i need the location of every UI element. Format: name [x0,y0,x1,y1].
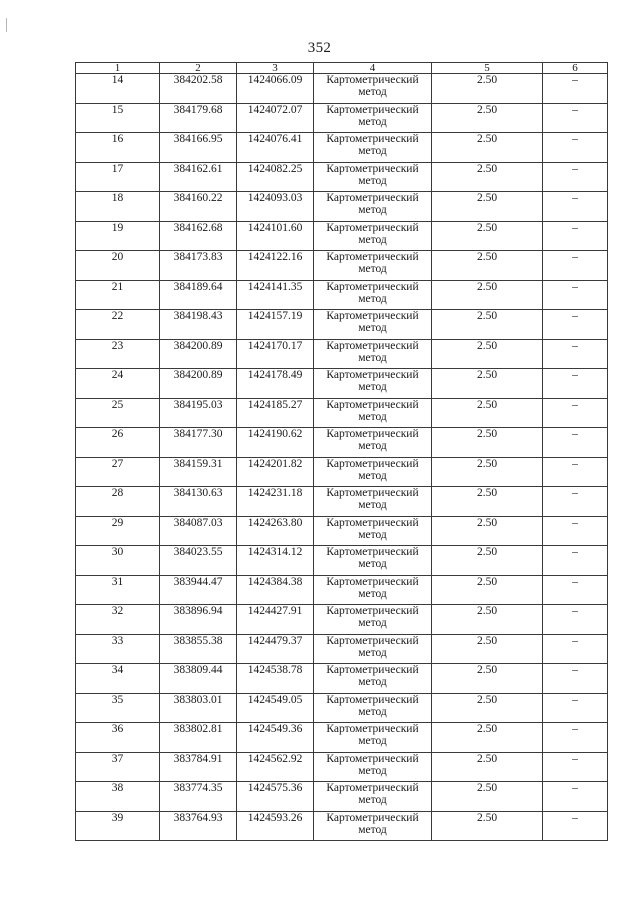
table-row [76,693,608,723]
method-line-1: Картометрический [326,723,419,735]
x-coordinate-cell: 383764.93 [160,811,237,841]
method-line-2: метод [358,174,387,187]
method-line-1: Картометрический [326,752,419,765]
y-coordinate-cell: 1424076.41 [237,133,314,163]
table-row [76,664,608,694]
method-line-1: Картометрический [326,192,419,204]
table-row [76,192,608,222]
x-coordinate-cell: 384087.03 [160,516,237,546]
note-cell: – [543,752,608,782]
x-coordinate-cell: 383809.44 [160,664,237,694]
x-coordinate-cell: 384189.64 [160,280,237,310]
accuracy-cell: 2.50 [432,103,543,133]
method-cell [314,280,432,310]
y-coordinate-cell: 1424170.17 [237,339,314,369]
method-line-1: Картометрический [326,133,419,145]
y-coordinate-cell: 1424593.26 [237,811,314,841]
point-number-cell: 32 [76,605,160,635]
header-col-1: 1 [76,63,160,74]
table-row [76,605,608,635]
method-cell [314,487,432,517]
y-coordinate-cell: 1424538.78 [237,664,314,694]
method-cell [314,428,432,458]
method-line-1: Картометрический [326,398,419,411]
y-coordinate-cell: 1424263.80 [237,516,314,546]
point-number-cell: 35 [76,693,160,723]
y-coordinate-cell: 1424314.12 [237,546,314,576]
method-line-1: Картометрический [326,693,419,706]
method-line-1: Картометрический [326,103,419,116]
method-line-1: Картометрический [326,339,419,352]
point-number-cell: 39 [76,811,160,841]
accuracy-cell: 2.50 [432,339,543,369]
x-coordinate-cell: 383774.35 [160,782,237,812]
accuracy-cell: 2.50 [432,251,543,281]
method-line-2: метод [358,735,387,747]
method-line-2: метод [358,233,387,246]
method-cell [314,251,432,281]
x-coordinate-cell: 384200.89 [160,369,237,399]
y-coordinate-cell: 1424549.36 [237,723,314,753]
header-col-4: 4 [314,63,432,74]
table-row [76,811,608,841]
method-line-1: Картометрический [326,221,419,234]
method-line-1: Картометрический [326,664,419,676]
x-coordinate-cell: 384162.68 [160,221,237,251]
table-body [76,74,608,841]
note-cell: – [543,428,608,458]
point-number-cell: 16 [76,133,160,163]
note-cell: – [543,605,608,635]
method-cell [314,162,432,192]
table-row [76,398,608,428]
method-line-2: метод [358,351,387,364]
y-coordinate-cell: 1424479.37 [237,634,314,664]
x-coordinate-cell: 384202.58 [160,74,237,104]
method-line-2: метод [358,381,387,393]
accuracy-cell: 2.50 [432,723,543,753]
table-row [76,634,608,664]
method-cell [314,634,432,664]
y-coordinate-cell: 1424201.82 [237,457,314,487]
table-row [76,457,608,487]
note-cell: – [543,723,608,753]
method-line-1: Картометрический [326,428,419,440]
y-coordinate-cell: 1424575.36 [237,782,314,812]
table-row [76,369,608,399]
point-number-cell: 18 [76,192,160,222]
header-col-3: 3 [237,63,314,74]
table-row [76,487,608,517]
y-coordinate-cell: 1424093.03 [237,192,314,222]
x-coordinate-cell: 384160.22 [160,192,237,222]
y-coordinate-cell: 1424141.35 [237,280,314,310]
method-line-2: метод [358,292,387,305]
point-number-cell: 27 [76,457,160,487]
x-coordinate-cell: 384159.31 [160,457,237,487]
table-row [76,251,608,281]
table-row [76,339,608,369]
method-line-2: метод [358,676,387,688]
method-line-1: Картометрический [326,162,419,175]
method-cell [314,664,432,694]
accuracy-cell: 2.50 [432,221,543,251]
note-cell: – [543,162,608,192]
method-cell [314,133,432,163]
x-coordinate-cell: 383855.38 [160,634,237,664]
point-number-cell: 15 [76,103,160,133]
method-cell [314,221,432,251]
note-cell: – [543,398,608,428]
table-row [76,221,608,251]
note-cell: – [543,74,608,104]
method-cell [314,369,432,399]
table-header-row [76,63,608,74]
point-number-cell: 36 [76,723,160,753]
method-line-2: метод [358,705,387,718]
accuracy-cell: 2.50 [432,634,543,664]
accuracy-cell: 2.50 [432,605,543,635]
x-coordinate-cell: 384173.83 [160,251,237,281]
point-number-cell: 30 [76,546,160,576]
y-coordinate-cell: 1424562.92 [237,752,314,782]
method-line-2: метод [358,322,387,334]
note-cell: – [543,634,608,664]
accuracy-cell: 2.50 [432,310,543,340]
method-cell [314,723,432,753]
method-line-1: Картометрический [326,310,419,322]
method-cell [314,516,432,546]
note-cell: – [543,811,608,841]
method-line-1: Картометрический [326,369,419,381]
header-col-6: 6 [543,63,608,74]
method-cell [314,782,432,812]
method-line-2: метод [358,204,387,216]
note-cell: – [543,310,608,340]
header-col-5: 5 [432,63,543,74]
y-coordinate-cell: 1424549.05 [237,693,314,723]
accuracy-cell: 2.50 [432,664,543,694]
point-number-cell: 34 [76,664,160,694]
accuracy-cell: 2.50 [432,752,543,782]
method-line-2: метод [358,145,387,157]
method-cell [314,310,432,340]
x-coordinate-cell: 383896.94 [160,605,237,635]
accuracy-cell: 2.50 [432,133,543,163]
accuracy-cell: 2.50 [432,398,543,428]
table-row [76,723,608,753]
note-cell: – [543,664,608,694]
accuracy-cell: 2.50 [432,811,543,841]
note-cell: – [543,457,608,487]
page-number: 352 [307,40,332,56]
accuracy-cell: 2.50 [432,457,543,487]
y-coordinate-cell: 1424072.07 [237,103,314,133]
accuracy-cell: 2.50 [432,428,543,458]
point-number-cell: 17 [76,162,160,192]
method-cell [314,575,432,605]
table-row [76,280,608,310]
method-cell [314,103,432,133]
method-line-1: Картометрический [326,811,419,824]
accuracy-cell: 2.50 [432,280,543,310]
table-row [76,162,608,192]
accuracy-cell: 2.50 [432,693,543,723]
method-line-2: метод [358,499,387,511]
method-cell [314,693,432,723]
coordinates-table [75,62,608,841]
method-line-2: метод [358,617,387,629]
y-coordinate-cell: 1424384.38 [237,575,314,605]
note-cell: – [543,693,608,723]
y-coordinate-cell: 1424122.16 [237,251,314,281]
table-row [76,546,608,576]
x-coordinate-cell: 384200.89 [160,339,237,369]
table-row [76,103,608,133]
point-number-cell: 33 [76,634,160,664]
x-coordinate-cell: 384195.03 [160,398,237,428]
y-coordinate-cell: 1424082.25 [237,162,314,192]
accuracy-cell: 2.50 [432,162,543,192]
method-cell [314,192,432,222]
method-line-2: метод [358,823,387,836]
method-cell [314,605,432,635]
y-coordinate-cell: 1424190.62 [237,428,314,458]
point-number-cell: 22 [76,310,160,340]
note-cell: – [543,221,608,251]
method-line-1: Картометрический [326,634,419,647]
method-cell [314,546,432,576]
accuracy-cell: 2.50 [432,575,543,605]
method-line-1: Картометрический [326,782,419,794]
method-line-2: метод [358,440,387,452]
point-number-cell: 38 [76,782,160,812]
note-cell: – [543,546,608,576]
method-cell [314,811,432,841]
note-cell: – [543,251,608,281]
point-number-cell: 28 [76,487,160,517]
method-line-2: метод [358,263,387,275]
method-line-1: Картометрический [326,487,419,499]
scan-artifact [6,18,7,32]
point-number-cell: 37 [76,752,160,782]
method-line-1: Картометрический [326,457,419,470]
method-cell [314,457,432,487]
method-line-1: Картометрический [326,605,419,617]
note-cell: – [543,487,608,517]
y-coordinate-cell: 1424157.19 [237,310,314,340]
note-cell: – [543,103,608,133]
x-coordinate-cell: 384177.30 [160,428,237,458]
x-coordinate-cell: 384023.55 [160,546,237,576]
method-line-2: метод [358,587,387,600]
method-cell [314,752,432,782]
y-coordinate-cell: 1424178.49 [237,369,314,399]
note-cell: – [543,339,608,369]
accuracy-cell: 2.50 [432,546,543,576]
method-line-2: метод [358,794,387,806]
note-cell: – [543,192,608,222]
point-number-cell: 21 [76,280,160,310]
method-line-2: метод [358,469,387,482]
method-line-1: Картометрический [326,251,419,263]
note-cell: – [543,280,608,310]
y-coordinate-cell: 1424185.27 [237,398,314,428]
accuracy-cell: 2.50 [432,782,543,812]
y-coordinate-cell: 1424427.91 [237,605,314,635]
method-cell [314,398,432,428]
method-line-2: метод [358,764,387,777]
x-coordinate-cell: 384166.95 [160,133,237,163]
point-number-cell: 25 [76,398,160,428]
method-line-1: Картометрический [326,575,419,588]
x-coordinate-cell: 384179.68 [160,103,237,133]
note-cell: – [543,575,608,605]
table-row [76,310,608,340]
accuracy-cell: 2.50 [432,487,543,517]
table-row [76,752,608,782]
point-number-cell: 14 [76,74,160,104]
table-row [76,74,608,104]
method-cell [314,339,432,369]
x-coordinate-cell: 383802.81 [160,723,237,753]
point-number-cell: 26 [76,428,160,458]
y-coordinate-cell: 1424066.09 [237,74,314,104]
method-line-2: метод [358,558,387,570]
method-line-2: метод [358,410,387,423]
x-coordinate-cell: 384130.63 [160,487,237,517]
x-coordinate-cell: 383803.01 [160,693,237,723]
point-number-cell: 23 [76,339,160,369]
point-number-cell: 19 [76,221,160,251]
point-number-cell: 31 [76,575,160,605]
method-line-1: Картометрический [326,516,419,529]
x-coordinate-cell: 383944.47 [160,575,237,605]
y-coordinate-cell: 1424231.18 [237,487,314,517]
accuracy-cell: 2.50 [432,74,543,104]
table-row [76,133,608,163]
header-col-2: 2 [160,63,237,74]
point-number-cell: 20 [76,251,160,281]
point-number-cell: 24 [76,369,160,399]
method-line-2: метод [358,115,387,128]
note-cell: – [543,782,608,812]
method-line-2: метод [358,86,387,98]
point-number-cell: 29 [76,516,160,546]
method-line-1: Картометрический [326,280,419,293]
note-cell: – [543,133,608,163]
table-row [76,575,608,605]
table-row [76,516,608,546]
method-cell [314,74,432,104]
method-line-1: Картометрический [326,74,419,86]
note-cell: – [543,369,608,399]
x-coordinate-cell: 384198.43 [160,310,237,340]
x-coordinate-cell: 384162.61 [160,162,237,192]
table-row [76,428,608,458]
method-line-2: метод [358,646,387,659]
accuracy-cell: 2.50 [432,369,543,399]
accuracy-cell: 2.50 [432,192,543,222]
accuracy-cell: 2.50 [432,516,543,546]
method-line-2: метод [358,528,387,541]
y-coordinate-cell: 1424101.60 [237,221,314,251]
x-coordinate-cell: 383784.91 [160,752,237,782]
method-line-1: Картометрический [326,546,419,558]
note-cell: – [543,516,608,546]
table-row [76,782,608,812]
